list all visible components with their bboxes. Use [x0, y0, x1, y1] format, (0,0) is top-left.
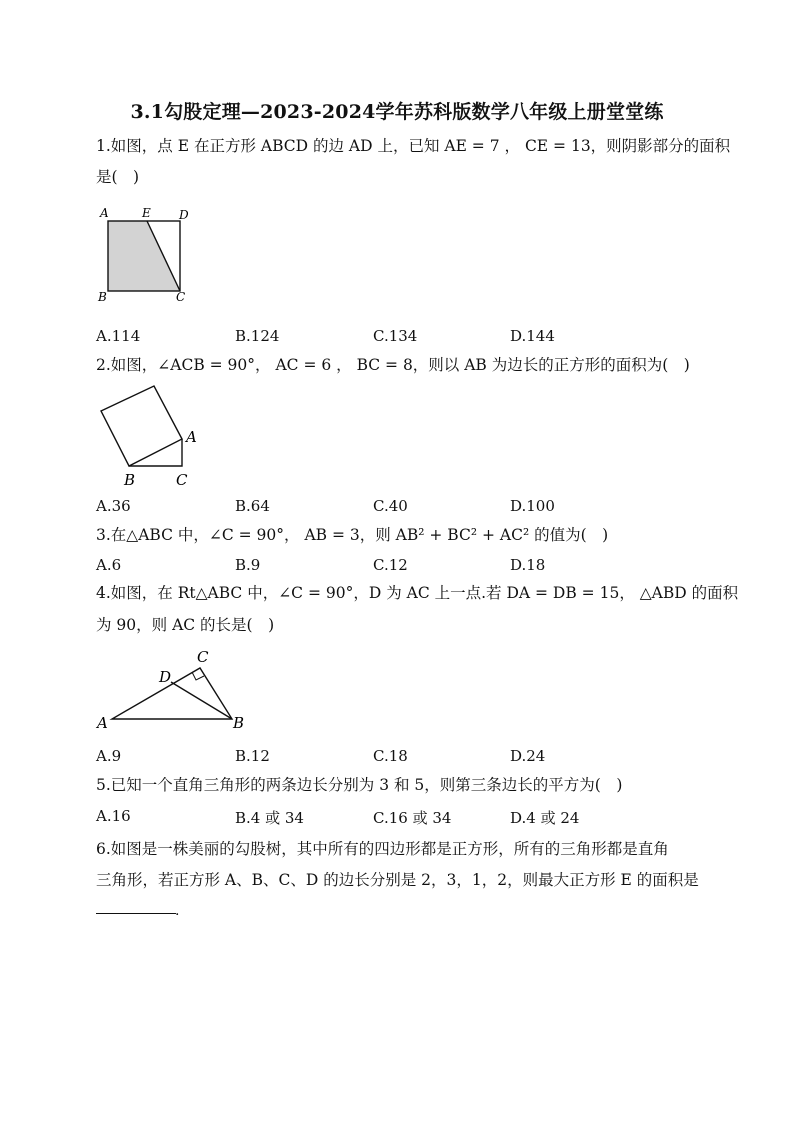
q3-option-a[interactable]: A.6: [96, 556, 122, 574]
q4-option-b[interactable]: B.12: [235, 747, 270, 765]
q1-label-b: B: [98, 290, 107, 304]
q2-label-a: A: [186, 428, 197, 446]
q1-option-c[interactable]: C.134: [373, 327, 418, 345]
q1-label-a: A: [100, 206, 109, 220]
q4-option-d[interactable]: D.24: [510, 747, 546, 765]
q1-options: [96, 327, 696, 347]
q4-figure: [92, 644, 262, 734]
q4-option-a[interactable]: A.9: [96, 747, 122, 765]
q1-option-a[interactable]: A.114: [96, 327, 141, 345]
q5-option-a[interactable]: A.16: [96, 807, 131, 825]
q2-figure: [94, 384, 214, 490]
q1-label-c: C: [176, 290, 186, 304]
q5-option-b[interactable]: B.4 或 34: [235, 809, 304, 827]
q2-option-b[interactable]: B.64: [235, 497, 270, 515]
q4-triangle-abc: [112, 668, 232, 719]
q2-options: [96, 497, 696, 517]
q3-text-line1: 3.在△ABC 中，∠C = 90°， AB = 3，则 AB² + BC² + AC² 的值为( ): [96, 526, 609, 544]
q4-option-c[interactable]: C.18: [373, 747, 408, 765]
q1-figure: [92, 204, 202, 308]
q3-option-c[interactable]: C.12: [373, 556, 408, 574]
q4-label-d: D: [159, 668, 172, 686]
q6-text-line1: 6.如图是一株美丽的勾股树，其中所有的四边形都是正方形，所有的三角形都是直角: [96, 840, 669, 858]
q5-option-d[interactable]: D.4 或 24: [510, 809, 580, 827]
page-title: 3.1勾股定理—2023-2024学年苏科版数学八年级上册堂堂练: [130, 101, 664, 123]
q2-option-d[interactable]: D.100: [510, 497, 555, 515]
q4-text-line1: 4.如图，在 Rt△ABC 中，∠C = 90°，D 为 AC 上一点.若 DA = DB = 15， △ABD 的面积: [96, 584, 739, 602]
q4-right-angle-mark: [192, 672, 204, 680]
q1-shaded-region: [108, 221, 180, 291]
q1-option-d[interactable]: D.144: [510, 327, 555, 345]
q2-label-b: B: [124, 471, 136, 489]
q4-segment-db: [171, 682, 232, 719]
q2-label-c: C: [176, 471, 188, 489]
q4-label-c: C: [197, 648, 209, 666]
q1-label-e: E: [142, 206, 151, 220]
q3-option-b[interactable]: B.9: [235, 556, 261, 574]
q5-text-line1: 5.已知一个直角三角形的两条边长分别为 3 和 5，则第三条边长的平方为( ): [96, 776, 623, 794]
q4-label-b: B: [233, 714, 245, 732]
q2-option-a[interactable]: A.36: [96, 497, 131, 515]
q3-option-d[interactable]: D.18: [510, 556, 546, 574]
q3-options: [96, 556, 696, 576]
q4-label-a: A: [97, 714, 108, 732]
q6-answer-blank[interactable]: [96, 912, 176, 914]
q1-text-line2: 是( ): [96, 168, 140, 186]
q4-options: [96, 747, 696, 767]
q2-option-c[interactable]: C.40: [373, 497, 408, 515]
q5-option-c[interactable]: C.16 或 34: [373, 809, 452, 827]
q5-options: [96, 807, 696, 827]
q4-text-line2: 为 90，则 AC 的长是( ): [96, 616, 275, 634]
q2-text-line1: 2.如图，∠ACB = 90°， AC = 6 ， BC = 8，则以 AB 为边长的正方形的面积为( ): [96, 356, 690, 374]
q1-label-d: D: [179, 208, 189, 222]
q1-text-line1: 1.如图，点 E 在正方形 ABCD 的边 AD 上，已知 AE = 7 ， CE = 13，则阴影部分的面积: [96, 137, 731, 155]
q6-text-line2: 三角形，若正方形 A、B、C、D 的边长分别是 2，3，1，2，则最大正方形 E 的面积是: [96, 871, 699, 889]
q2-square: [101, 386, 182, 466]
q6-tail: .: [175, 903, 180, 919]
q1-option-b[interactable]: B.124: [235, 327, 280, 345]
